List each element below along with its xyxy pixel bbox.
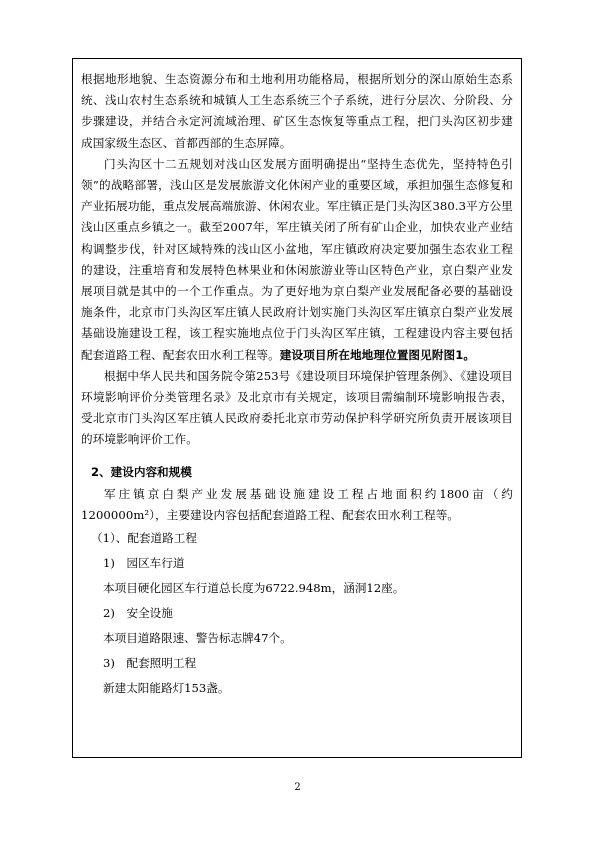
paragraph-planning bbox=[81, 154, 513, 366]
location-map-note: 建设项目所在地地理位置图见附图1。 bbox=[279, 347, 476, 362]
content-frame bbox=[72, 58, 522, 758]
item-text: 本项目道路限速、警告标志牌47个。 bbox=[103, 631, 292, 646]
item-text: 新建太阳能路灯153盏。 bbox=[103, 681, 230, 696]
item-text: 本项目硬化园区车行道总长度为6722.948m，涵洞12座。 bbox=[103, 581, 405, 596]
page-number: 2 bbox=[294, 782, 301, 793]
section-heading: 2、建设内容和规模 bbox=[91, 464, 192, 479]
item-label: 2) 安全设施 bbox=[103, 606, 173, 621]
paragraph-planning-text: 门头沟区十二五规划对浅山区发展方面明确提出“坚持生态优先，坚持特色引领”的战略部署，浅山区是发展旅游文化休闲产业的重要区域，承担加强生态修复和产业拓展功能，重点发展高端旅游、休闲农业。军庄镇正是门头沟区380.3平方公里浅山区重点乡镇之一。截至2007年，军庄镇关闭了所有矿山企业，加快农业产业结构调整步伐，针对区域特殊的浅山区小盆地，军庄镇政府决定要加强生态农业工程的建设，注重培育和发展特色林果业和休闲旅游业等山区特色产业，京白梨产业发展项目就是其中的一个工作重点。为了更好地为京白梨产业发展配备必要的基础设施条件，北京市门头沟区军庄镇人民政府计划实施门头沟区军庄镇京白梨产业发展基础设施建设工程，该工程实施地点位于门头沟区军庄镇，工程建设内容主要包括配套道路工程、配套农田水利工程等。 bbox=[81, 156, 513, 362]
item-label: 3) 配套照明工程 bbox=[103, 656, 197, 671]
item-label: 1) 园区车行道 bbox=[103, 556, 185, 571]
section-intro: 军庄镇京白梨产业发展基础设施建设工程占地面积约1800亩（约1200000m²），主要建设内容包括配套道路工程、配套农田水利工程等。 bbox=[81, 486, 513, 522]
paragraph-regulation: 根据中华人民共和国务院令第253号《建设项目环境保护管理条例》、《建设项目环境影响评价分类管理名录》及北京市有关规定，该项目需编制环境影响报告表，受北京市门头沟区军庄镇人民政府委托北京市劳动保护科学研究所负责开展该项目的环境影响评价工作。 bbox=[81, 368, 513, 447]
subsection-heading: （1）、配套道路工程 bbox=[91, 531, 197, 546]
paragraph-ecology: 根据地形地貌、生态资源分布和土地利用功能格局，根据所划分的深山原始生态系统、浅山农村生态系统和城镇人工生态系统三个子系统，进行分层次、分阶段、分步骤建设，并结合永定河流域治理、矿区生态恢复等重点工程，把门头沟区初步建成国家级生态区、首都西部的生态屏障。 bbox=[81, 72, 513, 150]
